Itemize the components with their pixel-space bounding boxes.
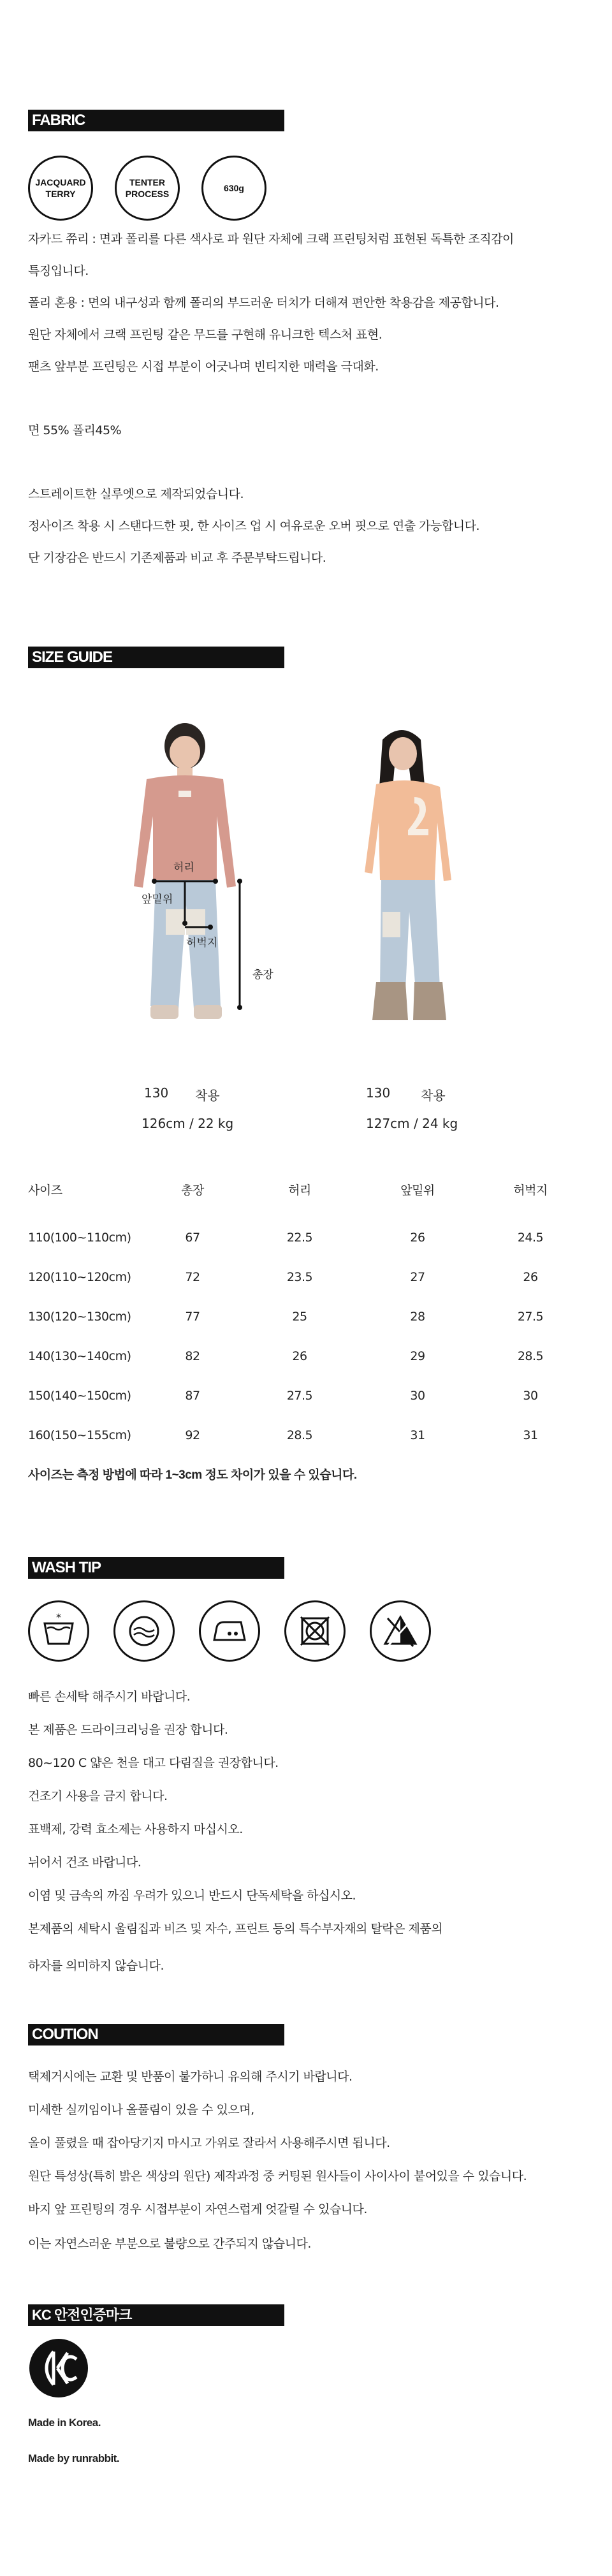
badge-line: JACQUARD <box>35 177 86 187</box>
caution-line: 바지 앞 프린팅의 경우 시접부분이 자연스럽게 엇갈릴 수 있습니다. <box>28 2202 367 2216</box>
hand-wash-icon <box>28 1600 89 1662</box>
svg-text:*: * <box>56 1611 61 1623</box>
caution-line: 올이 풀렸을 때 잡아당기지 마시고 가위로 잘라서 사용해주시면 됩니다. <box>28 2136 390 2150</box>
fabric-line: 정사이즈 착용 시 스탠다드한 핏, 한 사이즈 업 시 여유로운 오버 핏으로 연출 가능합니다. <box>28 519 479 533</box>
table-cell: 77 <box>185 1310 200 1324</box>
table-cell: 24.5 <box>517 1231 544 1245</box>
table-row <box>28 1257 589 1297</box>
caution-line: 택제거시에는 교환 및 반품이 불가하니 유의해 주시기 바랍니다. <box>28 2070 353 2084</box>
fabric-line: 특징입니다. <box>28 264 89 278</box>
fabric-header: FABRIC <box>28 110 284 131</box>
made-in-text: Made in Korea. <box>28 2417 101 2429</box>
table-cell: 27.5 <box>517 1310 544 1324</box>
table-cell: 87 <box>185 1389 200 1403</box>
model-front-photo <box>115 721 268 1052</box>
table-row <box>28 1218 589 1257</box>
col-header-rise: 앞밑위 <box>400 1183 435 1197</box>
badge-line: TERRY <box>45 189 76 199</box>
wash-line: 표백제, 강력 효소제는 사용하지 마십시오. <box>28 1822 243 1836</box>
fabric-line: 스트레이트한 실루엣으로 제작되었습니다. <box>28 487 244 501</box>
table-cell: 72 <box>185 1270 200 1284</box>
wash-line: 본제품의 세탁시 울림집과 비즈 및 자수, 프린트 등의 특수부자재의 탈락은 제품의 <box>28 1922 443 1936</box>
table-cell: 28.5 <box>517 1349 544 1363</box>
table-cell: 140(130~140cm) <box>28 1349 131 1363</box>
wash-line: 하자를 의미하지 않습니다. <box>28 1959 164 1973</box>
table-cell: 82 <box>185 1349 200 1363</box>
wash-line: 이염 및 금속의 까짐 우려가 있으니 반드시 단독세탁을 하십시오. <box>28 1889 356 1903</box>
thigh-label: 허벅지 <box>186 937 218 949</box>
table-cell: 26 <box>410 1231 425 1245</box>
model-right-wear: 착용 <box>421 1088 446 1103</box>
caution-line: 원단 특성상(특히 밝은 색상의 원단) 제작과정 중 커팅된 원사들이 사이사이 붙어있을 수 있습니다. <box>28 2169 527 2183</box>
badge-line: PROCESS <box>125 189 170 199</box>
table-cell: 28 <box>410 1310 425 1324</box>
table-cell: 27 <box>410 1270 425 1284</box>
model-left-size: 130 <box>144 1085 169 1101</box>
no-bleach-icon <box>370 1600 431 1662</box>
table-cell: 30 <box>523 1389 538 1403</box>
wash-tip-header: WASH TIP <box>28 1557 284 1579</box>
table-cell: 22.5 <box>286 1231 313 1245</box>
table-cell: 27.5 <box>286 1389 313 1403</box>
table-cell: 26 <box>523 1270 538 1284</box>
weight-badge <box>201 156 266 221</box>
model-left-wear: 착용 <box>195 1088 220 1103</box>
model-left-body: 126cm / 22 kg <box>142 1116 234 1131</box>
table-header <box>28 1181 589 1198</box>
table-cell: 92 <box>185 1428 200 1442</box>
fabric-line: 폴리 혼용 : 면의 내구성과 함께 폴리의 부드러운 터치가 더해져 편안한 착용감을 제공합니다. <box>28 296 499 310</box>
tenter-process-badge <box>115 156 180 221</box>
table-cell: 30 <box>410 1389 425 1403</box>
model-right-size: 130 <box>366 1085 391 1101</box>
col-header-thigh: 허벅지 <box>513 1183 548 1197</box>
table-cell: 26 <box>292 1349 307 1363</box>
wash-line: 본 제품은 드라이크리닝을 권장 합니다. <box>28 1723 228 1737</box>
table-row <box>28 1297 589 1336</box>
dry-clean-icon <box>113 1600 175 1662</box>
col-header-waist: 허리 <box>288 1183 311 1197</box>
waist-label: 허리 <box>173 861 194 874</box>
rise-label: 앞밑위 <box>142 893 173 906</box>
fabric-line: 단 기장감은 반드시 기존제품과 비교 후 주문부탁드립니다. <box>28 551 326 565</box>
kc-mark-icon <box>28 2338 89 2399</box>
caution-header: COUTION <box>28 2024 284 2045</box>
kc-header: KC 안전인증마크 <box>28 2304 284 2326</box>
size-table <box>28 1218 589 1455</box>
iron-icon <box>199 1600 260 1662</box>
col-header-size: 사이즈 <box>28 1183 62 1197</box>
wash-line: 빠른 손세탁 해주시기 바랍니다. <box>28 1690 191 1704</box>
caution-line: 미세한 실끼임이나 올풀림이 있을 수 있으며, <box>28 2103 254 2117</box>
table-cell: 28.5 <box>286 1428 313 1442</box>
badge-line: TENTER <box>129 177 165 187</box>
wash-line: 뉘어서 건조 바랍니다. <box>28 1855 142 1870</box>
table-cell: 120(110~120cm) <box>28 1270 131 1284</box>
model-right-body: 127cm / 24 kg <box>366 1116 458 1131</box>
table-row <box>28 1416 589 1455</box>
table-cell: 31 <box>410 1428 425 1442</box>
fabric-line: 원단 자체에서 크랙 프린팅 같은 무드를 구현해 유니크한 텍스처 표현. <box>28 328 382 342</box>
table-cell: 23.5 <box>286 1270 313 1284</box>
table-cell: 130(120~130cm) <box>28 1310 131 1324</box>
table-cell: 31 <box>523 1428 538 1442</box>
wash-line: 80~120 C 얇은 천을 대고 다림질을 권장합니다. <box>28 1756 279 1770</box>
table-row <box>28 1376 589 1416</box>
model-side-photo <box>344 721 472 1052</box>
caution-line: 이는 자연스러운 부분으로 불량으로 간주되지 않습니다. <box>28 2237 311 2251</box>
table-cell: 25 <box>292 1310 307 1324</box>
length-label: 총장 <box>252 969 273 981</box>
fabric-line: 팬츠 앞부분 프린팅은 시접 부분이 어긋나며 빈티지한 매력을 극대화. <box>28 360 379 374</box>
table-cell: 150(140~150cm) <box>28 1389 131 1403</box>
jacquard-terry-badge <box>28 156 93 221</box>
no-tumble-dry-icon <box>284 1600 346 1662</box>
size-guide-header: SIZE GUIDE <box>28 647 284 668</box>
made-by-text: Made by runrabbit. <box>28 2452 120 2464</box>
fabric-line: 자카드 쮸리 : 면과 폴리를 다른 색사로 파 원단 자체에 크랙 프린팅처럼 표현된 독특한 조직감이 <box>28 232 514 246</box>
table-cell: 160(150~155cm) <box>28 1428 131 1442</box>
table-cell: 67 <box>185 1231 200 1245</box>
wash-line: 건조기 사용을 금지 합니다. <box>28 1789 168 1803</box>
table-cell: 110(100~110cm) <box>28 1231 131 1245</box>
badge-line: 630g <box>224 183 244 193</box>
size-note: 사이즈는 측정 방법에 따라 1~3cm 정도 차이가 있을 수 있습니다. <box>28 1468 357 1482</box>
table-row <box>28 1336 589 1376</box>
fabric-composition: 면 55% 폴리45% <box>28 423 122 437</box>
table-cell: 29 <box>410 1349 425 1363</box>
col-header-length: 총장 <box>181 1183 204 1197</box>
